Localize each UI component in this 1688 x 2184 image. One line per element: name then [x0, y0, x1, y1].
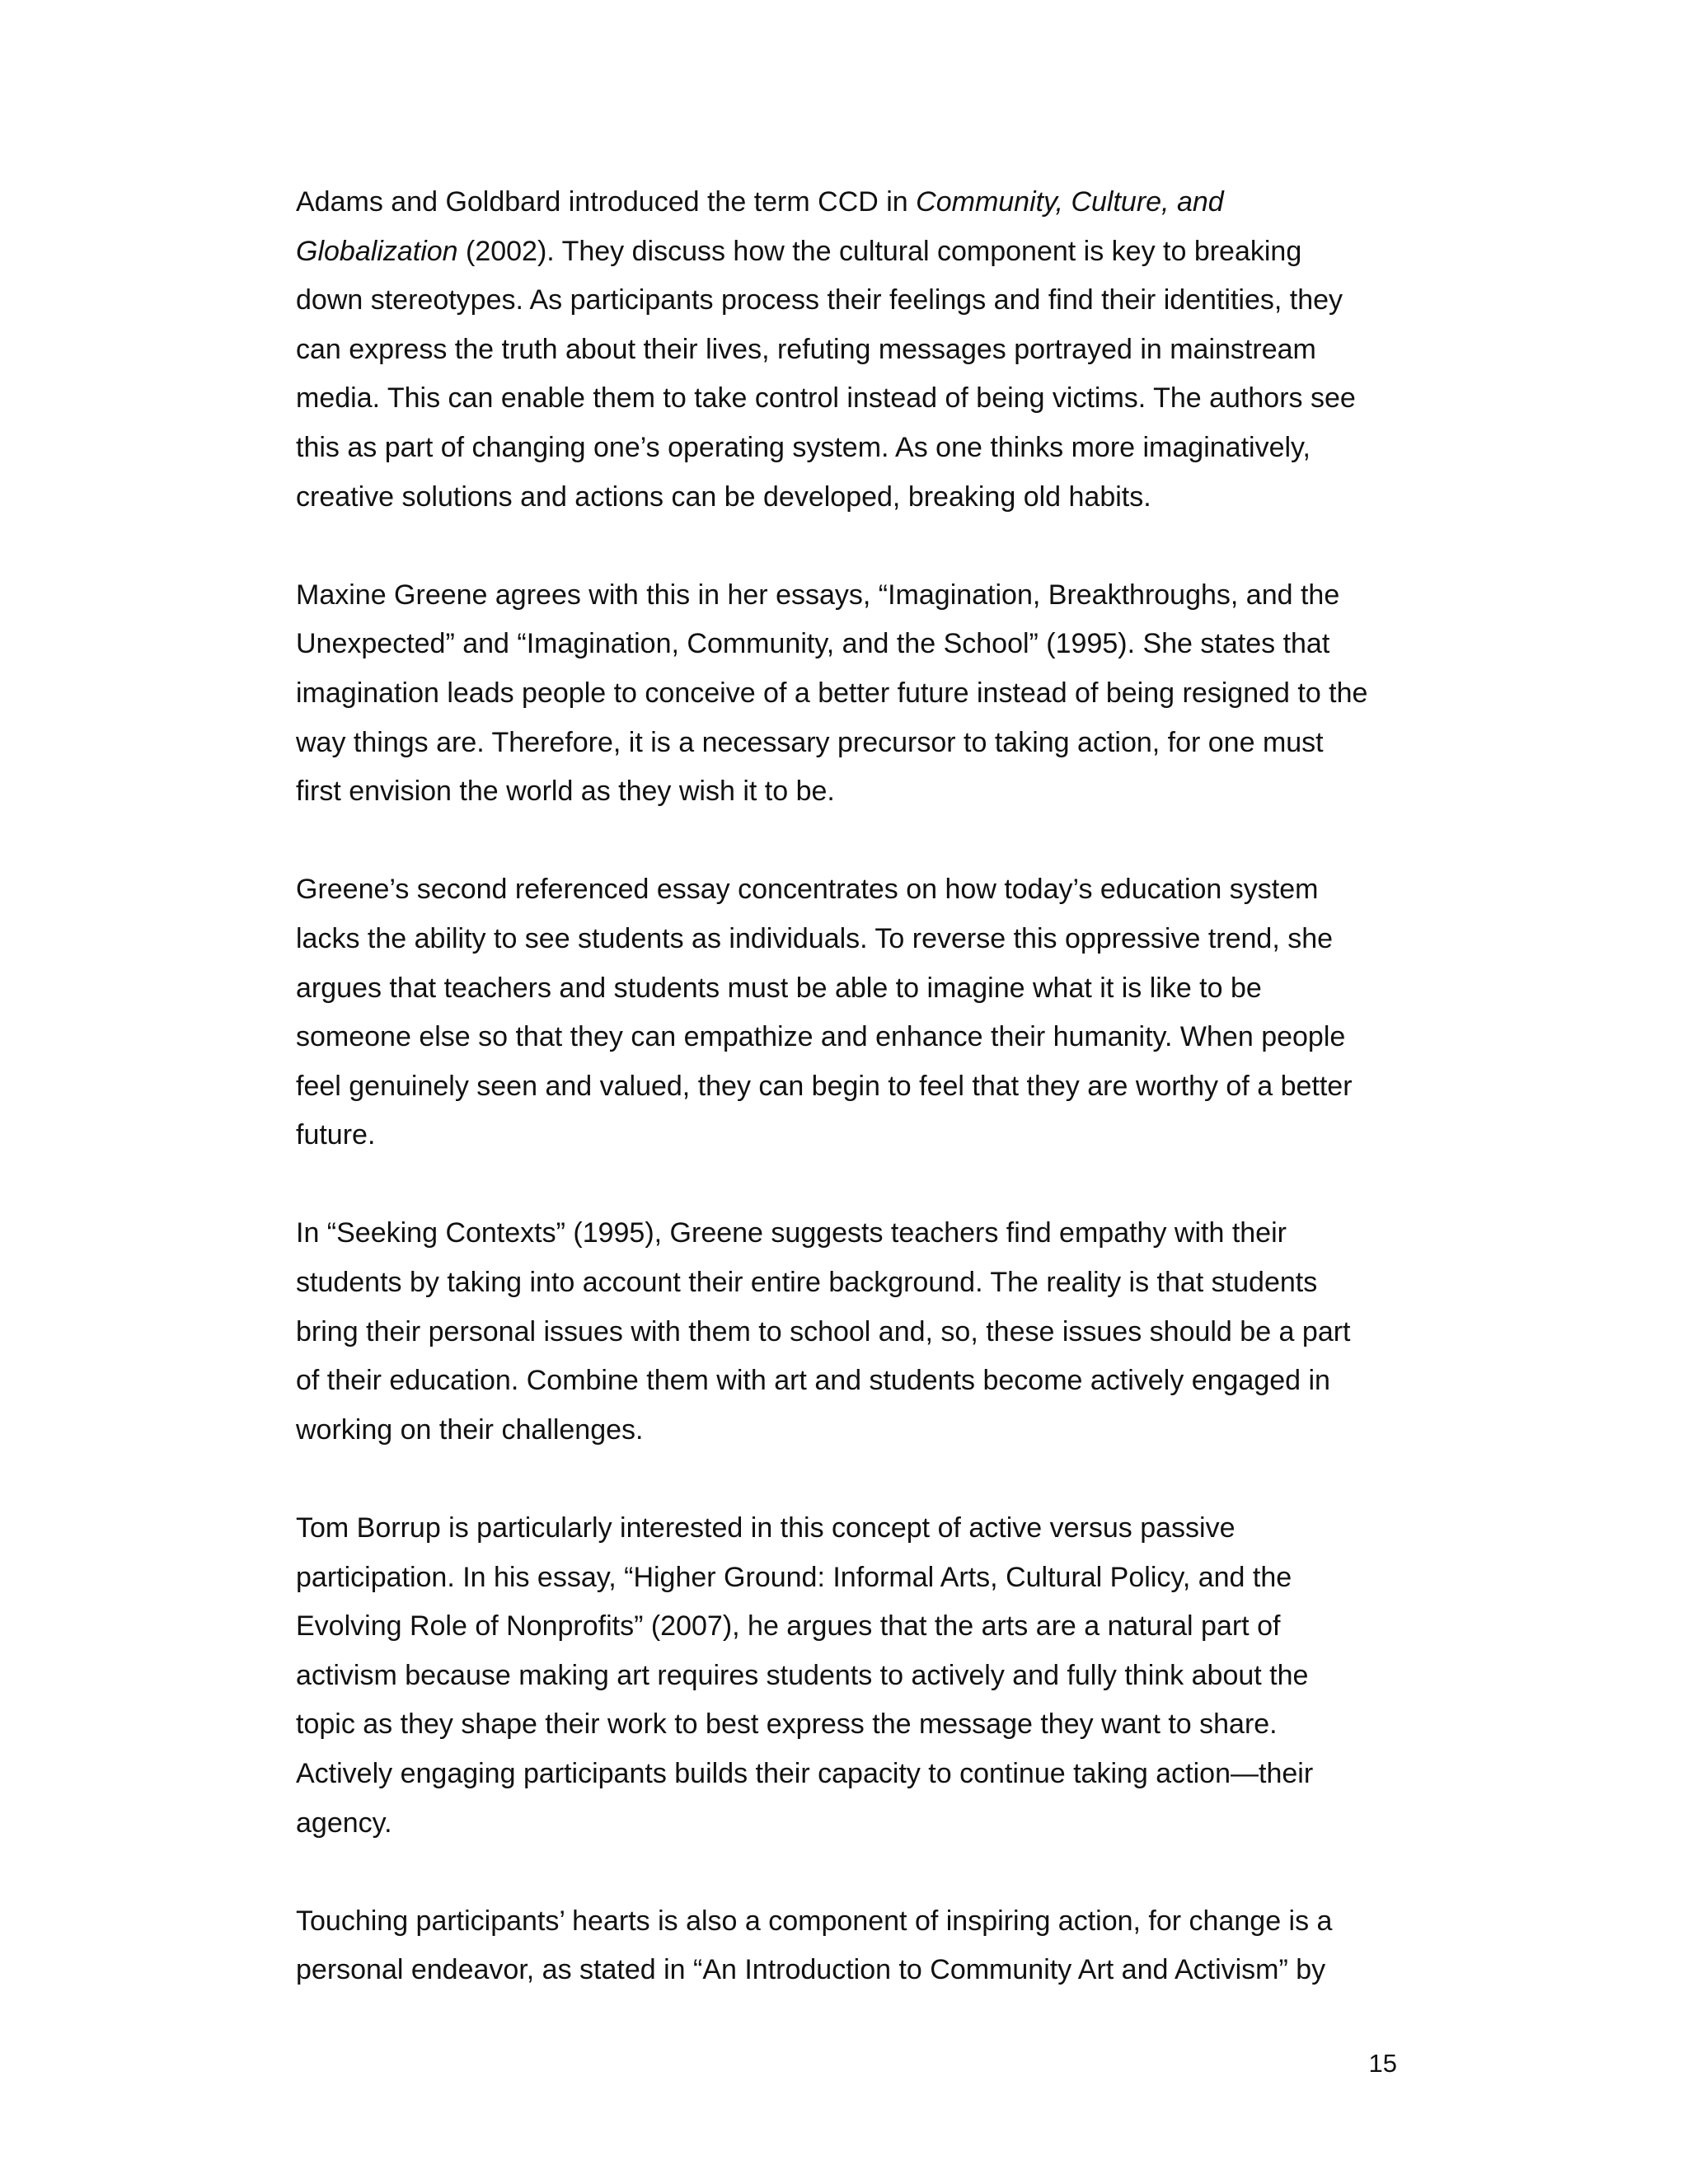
paragraph-seeking-contexts	[296, 1209, 1404, 1455]
text-line: someone else so that they can empathize and enhance their humanity. When people	[296, 1021, 1346, 1053]
text-line: Greene’s second referenced essay concentrates on how today’s education system	[296, 874, 1319, 906]
text-line: personal endeavor, as stated in “An Introduction to Community Art and Activism” by	[296, 1954, 1326, 1986]
page-number: 15	[1368, 2049, 1397, 2078]
text-line: Touching participants’ hearts is also a component of inspiring action, for change is a	[296, 1905, 1333, 1937]
text-line: argues that teachers and students must be able to imagine what it is like to be	[296, 972, 1262, 1004]
text-line: Adams and Goldbard introduced the term CCD in Community, Culture, and	[296, 186, 1224, 218]
text-line: In “Seeking Contexts” (1995), Greene suggests teachers find empathy with their	[296, 1217, 1287, 1249]
paragraph-gap	[296, 1455, 1404, 1504]
text-line: activism because making art requires students to actively and fully think about the	[296, 1659, 1309, 1691]
text-line: Maxine Greene agrees with this in her essays, “Imagination, Breakthroughs, and the	[296, 579, 1340, 611]
text-line: students by taking into account their entire background. The reality is that students	[296, 1267, 1318, 1299]
text-line: Globalization (2002). They discuss how the cultural component is key to breaking	[296, 235, 1302, 267]
paragraph-gap	[296, 1160, 1404, 1210]
text-line: creative solutions and actions can be developed, breaking old habits.	[296, 480, 1151, 513]
book-title-italic: Globalization	[296, 235, 458, 267]
text-line: feel genuinely seen and valued, they can begin to feel that they are worthy of a better	[296, 1070, 1353, 1102]
text-line: Tom Borrup is particularly interested in this concept of active versus passive	[296, 1512, 1236, 1544]
paragraph-borrup	[296, 1504, 1404, 1848]
text-line: participation. In his essay, “Higher Ground: Informal Arts, Cultural Policy, and the	[296, 1561, 1292, 1593]
text-line: this as part of changing one’s operating system. As one thinks more imaginatively,	[296, 431, 1311, 463]
paragraph-ccd	[296, 178, 1404, 522]
book-title-italic: Community, Culture, and	[916, 186, 1224, 218]
text-line: bring their personal issues with them to school and, so, these issues should be a part	[296, 1315, 1351, 1347]
text-line: imagination leads people to conceive of a better future instead of being resigned to the	[296, 677, 1368, 709]
text-line: agency.	[296, 1807, 392, 1839]
text-line: future.	[296, 1119, 376, 1151]
paragraph-gap	[296, 817, 1404, 866]
paragraph-gap	[296, 522, 1404, 571]
text-line: Evolving Role of Nonprofits” (2007), he argues that the arts are a natural part of	[296, 1610, 1281, 1643]
text-line: Unexpected” and “Imagination, Community, and the School” (1995). She states that	[296, 628, 1330, 660]
text-line: working on their challenges.	[296, 1413, 644, 1446]
paragraph-greene-imagination	[296, 571, 1404, 817]
body-text	[296, 178, 1404, 1995]
paragraph-gap	[296, 1848, 1404, 1897]
paragraph-greene-education	[296, 865, 1404, 1160]
text-line: Actively engaging participants builds their capacity to continue taking action—their	[296, 1758, 1314, 1789]
paragraph-hearts	[296, 1897, 1404, 1995]
text-line: first envision the world as they wish it to be.	[296, 776, 835, 808]
text-line: down stereotypes. As participants process their feelings and find their identities, they	[296, 284, 1343, 316]
text-line: of their education. Combine them with art and students become actively engaged in	[296, 1365, 1330, 1397]
text-line: lacks the ability to see students as individuals. To reverse this oppressive trend, she	[296, 922, 1334, 954]
text-line: way things are. Therefore, it is a necessary precursor to taking action, for one must	[296, 726, 1324, 758]
text-line: topic as they shape their work to best express the message they want to share.	[296, 1708, 1278, 1741]
text-line: can express the truth about their lives, refuting messages portrayed in mainstream	[296, 333, 1316, 365]
text-line: media. This can enable them to take control instead of being victims. The authors see	[296, 382, 1356, 415]
